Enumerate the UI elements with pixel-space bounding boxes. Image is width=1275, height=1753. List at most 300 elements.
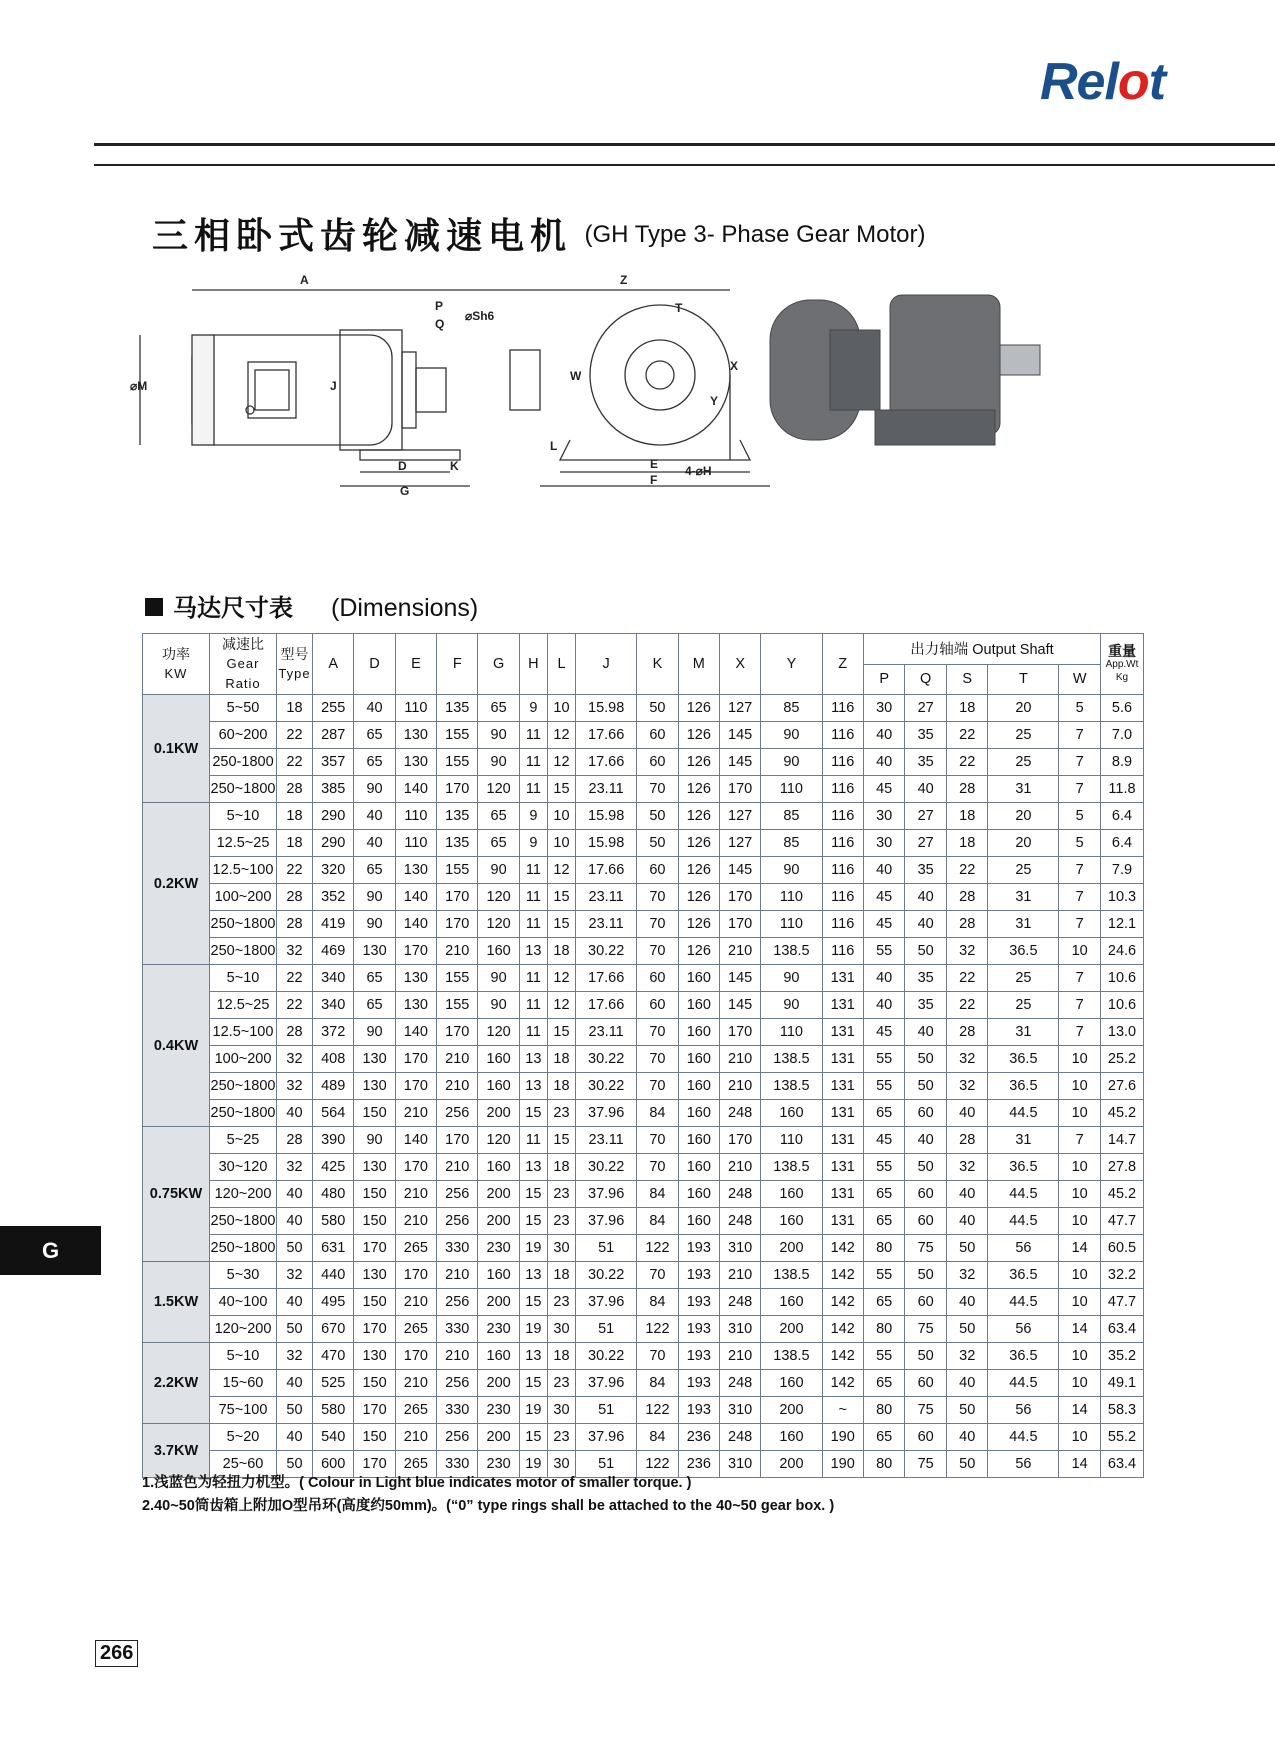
table-cell: 18 [277,695,313,722]
table-cell: 70 [637,1343,678,1370]
table-cell: 45 [863,1127,905,1154]
table-cell: 140 [395,776,436,803]
table-cell: 160 [478,1262,519,1289]
table-cell: 5 [1059,803,1101,830]
table-cell: 65 [354,965,395,992]
table-cell: 250~1800 [210,1235,277,1262]
table-cell: 131 [822,1127,863,1154]
table-row [143,1046,1144,1073]
table-cell: 470 [313,1343,354,1370]
table-cell: 90 [354,776,395,803]
table-cell: 170 [395,1343,436,1370]
table-cell: 70 [637,1046,678,1073]
table-cell: 10 [1059,1073,1101,1100]
table-cell: 160 [478,1073,519,1100]
table-cell: 5 [1059,695,1101,722]
table-cell: 170 [437,776,478,803]
table-cell: 122 [637,1235,678,1262]
table-cell: 63.4 [1101,1451,1144,1478]
header-power: 功率 KW [143,634,210,695]
table-cell: 90 [478,992,519,1019]
power-group-cell: 1.5KW [143,1262,210,1343]
table-cell: 27 [905,803,947,830]
table-cell: 50 [946,1451,988,1478]
header-col: F [437,634,478,695]
table-cell: 126 [678,776,719,803]
table-cell: 170 [437,884,478,911]
table-cell: 150 [354,1370,395,1397]
table-cell: 25 [988,749,1059,776]
table-cell: 160 [761,1289,822,1316]
table-cell: 40 [354,695,395,722]
table-cell: 30 [547,1397,575,1424]
table-cell: 290 [313,830,354,857]
table-cell: 40 [277,1181,313,1208]
table-cell: 440 [313,1262,354,1289]
table-cell: 50 [946,1397,988,1424]
table-cell: 330 [437,1397,478,1424]
table-cell: 35.2 [1101,1343,1144,1370]
label-G: G [400,484,410,498]
table-cell: 19 [519,1451,547,1478]
table-cell: 11 [519,992,547,1019]
table-cell: 23.11 [576,776,637,803]
table-cell: 210 [395,1181,436,1208]
table-cell: 13 [519,1154,547,1181]
table-row [143,1100,1144,1127]
table-cell: 5.6 [1101,695,1144,722]
table-cell: 210 [437,938,478,965]
table-cell: 122 [637,1451,678,1478]
table-cell: 45 [863,884,905,911]
table-cell: 40 [863,749,905,776]
table-cell: 23 [547,1208,575,1235]
table-cell: 14 [1059,1316,1101,1343]
table-cell: 60 [637,965,678,992]
table-cell: 27 [905,830,947,857]
table-row [143,722,1144,749]
table-cell: 23.11 [576,884,637,911]
table-cell: 160 [478,1343,519,1370]
table-cell: 160 [678,992,719,1019]
table-cell: 18 [277,830,313,857]
table-cell: 11 [519,884,547,911]
table-cell: 18 [547,1046,575,1073]
table-cell: 12 [547,992,575,1019]
table-cell: 51 [576,1397,637,1424]
table-cell: 32 [277,1343,313,1370]
table-cell: 40 [946,1370,988,1397]
table-row [143,695,1144,722]
table-cell: 75 [905,1451,947,1478]
table-cell: 15 [519,1181,547,1208]
table-cell: 40 [354,803,395,830]
table-cell: 12 [547,857,575,884]
table-cell: 120~200 [210,1181,277,1208]
table-cell: 140 [395,884,436,911]
table-cell: 7 [1059,911,1101,938]
table-cell: 23 [547,1100,575,1127]
table-cell: 19 [519,1397,547,1424]
table-cell: 140 [395,1127,436,1154]
table-cell: 15 [547,884,575,911]
table-cell: 170 [395,1073,436,1100]
table-cell: 193 [678,1262,719,1289]
table-cell: 18 [547,1343,575,1370]
table-cell: 84 [637,1370,678,1397]
table-cell: 210 [437,1154,478,1181]
table-cell: 15.98 [576,830,637,857]
label-P: P [435,299,444,313]
table-cell: 45.2 [1101,1181,1144,1208]
table-cell: 250~1800 [210,1100,277,1127]
table-row [143,1397,1144,1424]
table-cell: 131 [822,1019,863,1046]
header-col: E [395,634,436,695]
table-cell: 290 [313,803,354,830]
table-cell: 35 [905,965,947,992]
table-cell: 22 [277,749,313,776]
table-cell: 116 [822,938,863,965]
title-english: (GH Type 3- Phase Gear Motor) [584,221,926,248]
table-cell: 40 [863,992,905,1019]
table-cell: 10 [1059,1343,1101,1370]
table-cell: 28 [946,1019,988,1046]
table-cell: 65 [478,830,519,857]
table-cell: 32 [946,1262,988,1289]
table-cell: 17.66 [576,857,637,884]
table-cell: 30 [863,803,905,830]
table-cell: 13 [519,1046,547,1073]
table-cell: 116 [822,830,863,857]
header-col: H [519,634,547,695]
table-cell: 70 [637,1073,678,1100]
table-cell: 248 [719,1181,760,1208]
table-cell: 580 [313,1397,354,1424]
table-cell: 15.98 [576,695,637,722]
footnotes [142,1472,834,1518]
table-cell: 40 [905,911,947,938]
table-row [143,803,1144,830]
table-cell: 32 [946,938,988,965]
table-cell: 126 [678,722,719,749]
table-cell: 160 [678,1127,719,1154]
table-cell: 250~1800 [210,938,277,965]
label-H: 4-⌀H [685,464,712,478]
table-cell: 110 [761,911,822,938]
motor-photo [770,295,1040,445]
table-cell: 75 [905,1316,947,1343]
table-cell: 352 [313,884,354,911]
table-cell: 130 [354,1073,395,1100]
table-cell: 10 [1059,1370,1101,1397]
table-cell: 170 [354,1235,395,1262]
table-cell: 135 [437,803,478,830]
table-cell: 160 [761,1424,822,1451]
table-cell: 7 [1059,722,1101,749]
table-cell: 408 [313,1046,354,1073]
table-cell: 70 [637,1262,678,1289]
table-cell: 15 [519,1289,547,1316]
table-cell: 8.9 [1101,749,1144,776]
table-cell: 28 [946,911,988,938]
table-cell: 110 [761,1019,822,1046]
table-cell: 160 [678,1100,719,1127]
table-cell: 36.5 [988,1343,1059,1370]
table-cell: 210 [395,1100,436,1127]
table-cell: 15 [547,911,575,938]
table-cell: 265 [395,1235,436,1262]
table-cell: 90 [354,884,395,911]
table-cell: 25~60 [210,1451,277,1478]
table-cell: 13 [519,938,547,965]
table-cell: 37.96 [576,1100,637,1127]
table-cell: 142 [822,1235,863,1262]
table-cell: 51 [576,1235,637,1262]
section-title-chinese: 马达尺寸表 [173,594,293,622]
table-cell: 75~100 [210,1397,277,1424]
table-cell: 210 [437,1046,478,1073]
table-cell: 12.1 [1101,911,1144,938]
table-cell: 15 [547,1019,575,1046]
table-cell: 45 [863,911,905,938]
table-cell: 170 [395,938,436,965]
table-cell: 135 [437,695,478,722]
table-cell: 100~200 [210,1046,277,1073]
table-cell: 30.22 [576,938,637,965]
table-cell: 160 [678,1073,719,1100]
table-cell: 5~30 [210,1262,277,1289]
table-cell: 40 [946,1208,988,1235]
table-cell: 15 [519,1208,547,1235]
table-cell: 160 [678,1181,719,1208]
header-shaft-col: W [1059,664,1101,695]
table-cell: 30 [547,1235,575,1262]
power-group-cell: 3.7KW [143,1424,210,1478]
table-cell: 250-1800 [210,749,277,776]
table-cell: 65 [354,857,395,884]
table-cell: 49.1 [1101,1370,1144,1397]
table-cell: 11 [519,776,547,803]
table-cell: 210 [719,1073,760,1100]
table-cell: 51 [576,1451,637,1478]
table-cell: 25 [988,857,1059,884]
table-cell: 126 [678,830,719,857]
table-cell: 50 [946,1316,988,1343]
table-cell: 130 [354,1046,395,1073]
table-cell: 50 [637,695,678,722]
table-cell: 7 [1059,992,1101,1019]
table-cell: 55 [863,1262,905,1289]
table-cell: 390 [313,1127,354,1154]
table-cell: 130 [354,1154,395,1181]
table-cell: 63.4 [1101,1316,1144,1343]
table-cell: 10.6 [1101,965,1144,992]
table-cell: 47.7 [1101,1208,1144,1235]
table-cell: 330 [437,1235,478,1262]
table-cell: 44.5 [988,1208,1059,1235]
table-cell: 170 [437,911,478,938]
table-cell: 19 [519,1235,547,1262]
table-cell: 12.5~100 [210,1019,277,1046]
table-cell: 32 [946,1046,988,1073]
table-cell: 65 [863,1289,905,1316]
table-cell: 10 [1059,938,1101,965]
header-col: G [478,634,519,695]
table-cell: 142 [822,1262,863,1289]
table-cell: 84 [637,1289,678,1316]
table-row [143,1208,1144,1235]
header-rule-bottom [94,164,1275,166]
table-cell: 31 [988,911,1059,938]
table-cell: 142 [822,1289,863,1316]
table-cell: 116 [822,749,863,776]
table-cell: 25.2 [1101,1046,1144,1073]
table-cell: 40 [946,1424,988,1451]
table-cell: 489 [313,1073,354,1100]
table-cell: 5~10 [210,1343,277,1370]
table-cell: 256 [437,1370,478,1397]
table-cell: 90 [478,749,519,776]
table-cell: 44.5 [988,1370,1059,1397]
table-cell: 210 [395,1208,436,1235]
table-cell: 126 [678,857,719,884]
table-cell: 7 [1059,776,1101,803]
header-col: L [547,634,575,695]
table-cell: 23.11 [576,911,637,938]
table-cell: 32 [946,1343,988,1370]
table-cell: 120 [478,911,519,938]
table-row [143,830,1144,857]
table-cell: 200 [478,1424,519,1451]
table-cell: 200 [761,1316,822,1343]
table-cell: 90 [354,1019,395,1046]
table-cell: 40 [946,1289,988,1316]
table-cell: 210 [437,1073,478,1100]
table-cell: 190 [822,1451,863,1478]
table-cell: 65 [478,803,519,830]
table-cell: 145 [719,992,760,1019]
table-cell: 200 [478,1208,519,1235]
table-cell: 160 [478,1046,519,1073]
table-cell: 90 [354,911,395,938]
table-cell: 70 [637,776,678,803]
table-cell: 10 [1059,1181,1101,1208]
table-cell: 37.96 [576,1208,637,1235]
table-cell: 469 [313,938,354,965]
table-cell: 160 [678,1019,719,1046]
label-L: L [550,439,558,453]
table-cell: 170 [395,1046,436,1073]
table-cell: 18 [547,1262,575,1289]
table-cell: 18 [946,695,988,722]
table-cell: 11 [519,722,547,749]
dimensions-table [142,633,1144,1478]
table-cell: 265 [395,1397,436,1424]
table-cell: 120 [478,776,519,803]
table-cell: 170 [354,1316,395,1343]
header-ratio: 减速比 Gear Ratio [210,634,277,695]
table-cell: 600 [313,1451,354,1478]
table-cell: 36.5 [988,1073,1059,1100]
side-view-drawing [140,290,510,486]
table-cell: 200 [761,1397,822,1424]
table-cell: 248 [719,1370,760,1397]
table-cell: 564 [313,1100,354,1127]
header-shaft-col: S [946,664,988,695]
table-cell: 127 [719,830,760,857]
table-cell: 32 [946,1154,988,1181]
table-cell: 90 [761,749,822,776]
table-cell: 110 [395,803,436,830]
header-shaft-col: P [863,664,905,695]
table-cell: 230 [478,1235,519,1262]
table-cell: 60 [637,857,678,884]
table-cell: 10 [547,803,575,830]
table-cell: 138.5 [761,1073,822,1100]
table-cell: 40 [277,1208,313,1235]
table-cell: 193 [678,1316,719,1343]
table-cell: 70 [637,884,678,911]
header-shaft-col: Q [905,664,947,695]
table-cell: 40 [277,1100,313,1127]
table-cell: 256 [437,1424,478,1451]
table-cell: 30 [863,695,905,722]
table-cell: 142 [822,1370,863,1397]
table-cell: 126 [678,911,719,938]
table-cell: 20 [988,830,1059,857]
table-cell: 385 [313,776,354,803]
table-cell: 170 [719,1127,760,1154]
table-cell: 10 [1059,1154,1101,1181]
header-col: Z [822,634,863,695]
table-cell: 580 [313,1208,354,1235]
table-cell: 116 [822,722,863,749]
table-row [143,1073,1144,1100]
table-cell: 419 [313,911,354,938]
table-cell: 210 [719,1343,760,1370]
table-cell: 35 [905,749,947,776]
table-cell: 10.3 [1101,884,1144,911]
table-cell: 90 [478,965,519,992]
header-col: D [354,634,395,695]
table-cell: 425 [313,1154,354,1181]
table-cell: 11 [519,1127,547,1154]
table-cell: 138.5 [761,1262,822,1289]
table-cell: 310 [719,1397,760,1424]
table-cell: 11 [519,911,547,938]
table-cell: 330 [437,1316,478,1343]
table-cell: 265 [395,1316,436,1343]
table-cell: 170 [437,1127,478,1154]
table-cell: 56 [988,1451,1059,1478]
table-cell: 55 [863,938,905,965]
table-cell: 122 [637,1397,678,1424]
table-cell: 40 [277,1289,313,1316]
table-cell: 90 [478,857,519,884]
table-cell: 525 [313,1370,354,1397]
power-group-cell: 0.2KW [143,803,210,965]
table-cell: 56 [988,1316,1059,1343]
table-cell: 10 [1059,1424,1101,1451]
table-cell: 36.5 [988,1262,1059,1289]
table-cell: 50 [637,803,678,830]
table-cell: 60 [905,1181,947,1208]
table-cell: 70 [637,938,678,965]
table-cell: 110 [761,1127,822,1154]
footnote: 2.40~50筒齿箱上附加O型吊环(高度约50mm)。(“0” type rings shall be attached to the 40~50 gear box. ) [142,1498,835,1514]
header-shaft-col: T [988,664,1059,695]
